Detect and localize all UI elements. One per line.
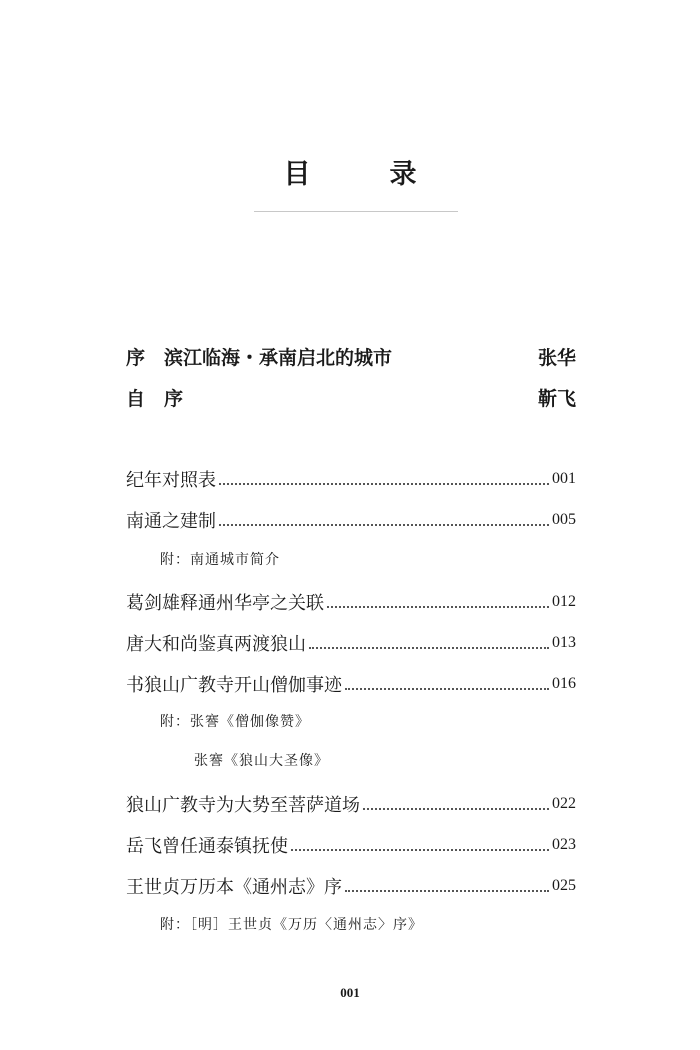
toc-entry-page: 001: [552, 470, 576, 487]
title-divider: [254, 211, 458, 212]
self-preface-row: [126, 381, 576, 413]
preface-title: 滨江临海・承南启北的城市: [164, 346, 393, 369]
preface-row: [126, 340, 576, 372]
toc-entry-title: 纪年对照表: [126, 470, 216, 491]
appendix-note: 附：南通城市简介: [160, 552, 280, 568]
toc-entry-title: 葛剑雄释通州华亭之关联: [126, 593, 324, 614]
dot-leader: [291, 849, 549, 851]
toc-entry-title: 南通之建制: [126, 511, 216, 532]
toc-entry-page: 023: [552, 836, 576, 853]
toc-entry[interactable]: [126, 587, 576, 617]
toc-entry-title: 唐大和尚鉴真两渡狼山: [126, 634, 306, 655]
page-title: 目 录: [283, 159, 443, 190]
dot-leader: [363, 808, 549, 810]
toc-entry[interactable]: [126, 669, 576, 699]
toc-entry-page: 012: [552, 593, 576, 610]
dot-leader: [327, 606, 549, 608]
dot-leader: [219, 483, 549, 485]
toc-entry[interactable]: [126, 464, 576, 494]
toc-entry[interactable]: [126, 789, 576, 819]
preface-author: 张华: [537, 346, 576, 369]
dot-leader: [345, 688, 549, 690]
dot-leader: [219, 524, 549, 526]
toc-entry[interactable]: [126, 628, 576, 658]
self-preface-title: 序: [164, 387, 184, 410]
toc-entry[interactable]: [126, 505, 576, 535]
self-preface-label: 自: [126, 387, 146, 410]
toc-entry-title: 王世贞万历本《通州志》序: [126, 877, 342, 898]
preface-label: 序: [126, 346, 146, 369]
appendix-note: 附：张謇《僧伽像赞》: [160, 714, 310, 730]
toc-entry-title: 狼山广教寺为大势至菩萨道场: [126, 795, 360, 816]
toc-entry[interactable]: [126, 830, 576, 860]
toc-entry-title: 岳飞曾任通泰镇抚使: [126, 836, 288, 857]
appendix-note: 附：［明］王世贞《万历〈通州志〉序》: [160, 917, 423, 933]
toc-entry-title: 书狼山广教寺开山僧伽事迹: [126, 675, 342, 696]
toc-entry-page: 016: [552, 675, 576, 692]
dot-leader: [345, 890, 549, 892]
toc-entry[interactable]: [126, 871, 576, 901]
toc-entry-page: 005: [552, 511, 576, 528]
toc-entry-page: 022: [552, 795, 576, 812]
toc-entry-page: 025: [552, 877, 576, 894]
self-preface-author: 靳飞: [537, 387, 576, 410]
appendix-note: 张謇《狼山大圣像》: [194, 753, 329, 769]
toc-entry-page: 013: [552, 634, 576, 651]
page-number: 001: [340, 985, 360, 1000]
dot-leader: [309, 647, 549, 649]
